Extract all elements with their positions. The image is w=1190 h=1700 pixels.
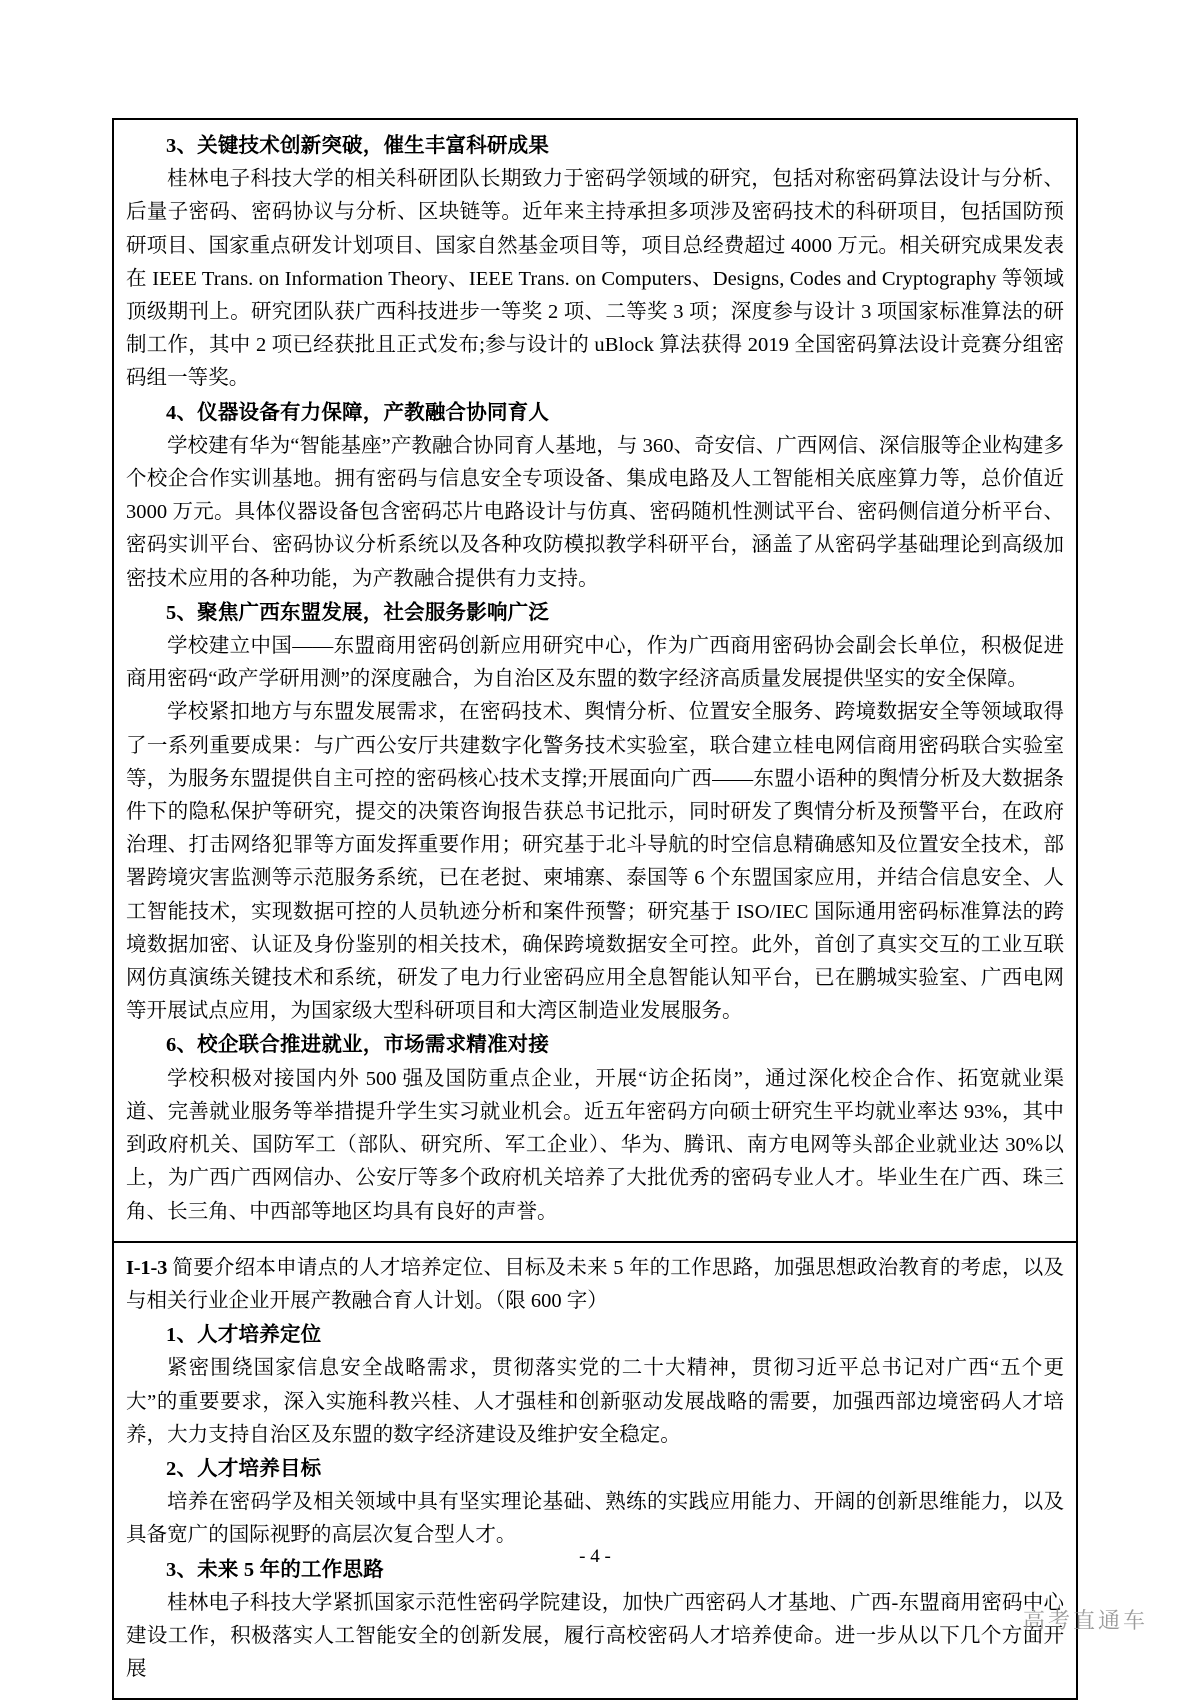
heading-3: 3、关键技术创新突破，催生丰富科研成果 (166, 135, 550, 157)
paragraph-4-1: 学校建有华为“智能基座”产教融合协同育人基地，与 360、奇安信、广西网信、深信服等企业构建多个校企合作实训基地。拥有密码与信息安全专项设备、集成电路及人工智能相关底座算力等，总价值近 3000 万元。具体仪器设备包含密码芯片电路设计与仿真、密码随机性测试平台、密码侧信道分析平台、密码实训平台、密码协议分析系统以及各种攻防模拟教学科研平台，涵盖了从密码学基础理论到高级加密技术应用的各种功能，为产教融合提供有力支持。 (126, 434, 1064, 590)
heading-6: 6、校企联合推进就业，市场需求精准对接 (166, 1034, 550, 1057)
paragraph-6-1: 学校积极对接国内外 500 强及国防重点企业，开展“访企拓岗”，通过深化校企合作、拓宽就业渠道、完善就业服务等举措提升学生实习就业机会。近五年密码方向硕士研究生平均就业率达 93%，其中到政府机关、国防军工（部队、研究所、军工企业）、华为、腾讯、南方电网等头部企业就业达 30%以上，为广西广西网信办、公安厅等多个政府机关培养了大批优秀的密码专业人才。毕业生在广西、珠三角、长三角、中西部等地区均具有良好的声誉。 (126, 1067, 1064, 1223)
paragraph-5-2: 学校紧扣地方与东盟发展需求，在密码技术、舆情分析、位置安全服务、跨境数据安全等领域取得了一系列重要成果：与广西公安厅共建数字化警务技术实验室，联合建立桂电网信商用密码联合实验室等，为服务东盟提供自主可控的密码核心技术支撑;开展面向广西——东盟小语种的舆情分析及大数据条件下的隐私保护等研究，提交的决策咨询报告获总书记批示，同时研发了舆情分析及预警平台，在政府治理、打击网络犯罪等方面发挥重要作用；研究基于北斗导航的时空信息精确感知及位置安全技术，部署跨境灾害监测等示范服务系统，已在老挝、柬埔寨、泰国等 6 个东盟国家应用，并结合信息安全、人工智能技术，实现数据可控的人员轨迹分析和案件预警；研究基于 ISO/IEC 国际通用密码标准算法的跨境数据加密、认证及身份鉴别的相关技术，确保跨境数据安全可控。此外，首创了真实交互的工业互联网仿真演练关键技术和系统，研发了电力行业密码应用全息智能认知平台，已在鹏城实验室、广西电网等开展试点应用，为国家级大型科研项目和大湾区制造业发展服务。 (126, 701, 1064, 1023)
heading-talent-goal: 2、人才培养目标 (166, 1457, 322, 1480)
heading-4: 4、仪器设备有力保障，产教融合协同育人 (166, 401, 550, 424)
paragraph-talent-position: 紧密围绕国家信息安全战略需求，贯彻落实党的二十大精神，贯彻习近平总书记对广西“五个更大”的重要要求，深入实施科教兴桂、人才强桂和创新驱动发展战略的需要，加强西部边境密码人才培养，大力支持自治区及东盟的数字经济建设及维护安全稳定。 (126, 1357, 1064, 1446)
form-table (112, 118, 1078, 1700)
paragraph-3-1: 桂林电子科技大学的相关科研团队长期致力于密码学领域的研究，包括对称密码算法设计与分析、后量子密码、密码协议与分析、区块链等。近年来主持承担多项涉及密码技术的科研项目，包括国防预研项目、国家重点研发计划项目、国家自然基金项目等，项目总经费超过 4000 万元。相关研究成果发表在 IEEE Trans. on Information Theory、IEEE Trans. on Computers、Designs, Codes and Cryptography 等领域顶级期刊上。研究团队获广西科技进步一等奖 2 项、二等奖 3 项；深度参与设计 3 项国家标准算法的研制工作，其中 2 项已经获批且正式发布;参与设计的 uBlock 算法获得 2019 全国密码算法设计竞赛分组密码组一等奖。 (126, 168, 1064, 390)
heading-5: 5、聚焦广西东盟发展，社会服务影响广泛 (166, 601, 550, 624)
paragraph-five-year-plan: 桂林电子科技大学紧抓国家示范性密码学院建设，加快广西密码人才基地、广西-东盟商用密码中心建设工作，积极落实人工智能安全的创新发展，履行高校密码人才培养使命。进一步从以下几个方面开展 (126, 1591, 1064, 1681)
paragraph-5-1: 学校建立中国——东盟商用密码创新应用研究中心，作为广西商用密码协会副会长单位，积极促进商用密码“政产学研用测”的深度融合，为自治区及东盟的数字经济高质量发展提供坚实的安全保障。 (126, 635, 1064, 691)
page-number: - 4 - (579, 1546, 611, 1567)
heading-five-year-plan: 3、未来 5 年的工作思路 (166, 1558, 384, 1581)
paragraph-talent-goal: 培养在密码学及相关领域中具有坚实理论基础、熟练的实践应用能力、开阔的创新思维能力，以及具备宽广的国际视野的高层次复合型人才。 (126, 1491, 1064, 1547)
watermark: 高考直通车 (1022, 1608, 1148, 1633)
heading-talent-position: 1、人才培养定位 (166, 1324, 322, 1347)
question-code: I-1-3 (126, 1256, 168, 1279)
question-prompt-I-1-3 (126, 1252, 1064, 1318)
question-prompt-text: 简要介绍本申请点的人才培养定位、目标及未来 5 年的工作思路，加强思想政治教育的考虑，以及与相关行业企业开展产教融合育人计划。（限 600 字） (126, 1256, 1064, 1312)
section-cell-continued (114, 120, 1076, 1241)
